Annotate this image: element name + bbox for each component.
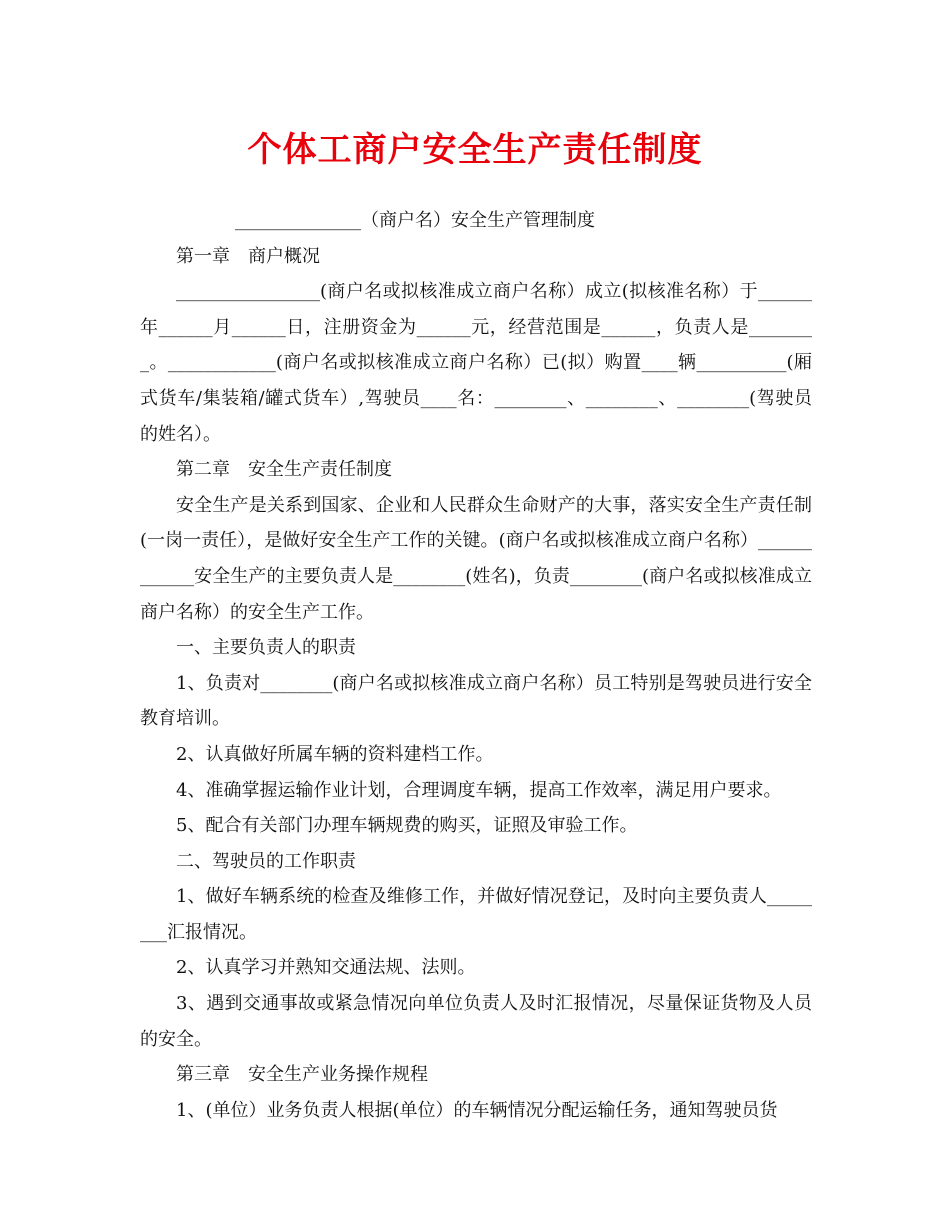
chapter-heading-3: 第三章 安全生产业务操作规程 bbox=[176, 1064, 428, 1086]
document-subtitle: ______________（商户名）安全生产管理制度 bbox=[235, 210, 595, 231]
chapter-heading-2: 第二章 安全生产责任制度 bbox=[176, 459, 392, 481]
chapter-heading-1: 第一章 商户概况 bbox=[176, 245, 320, 267]
list-item: 3、遇到交通事故或紧急情况向单位负责人及时汇报情况，尽量保证货物及人员的安全。 bbox=[140, 993, 812, 1050]
paragraph-merchant-overview: ________________(商户名或拟核准成立商户名称）成立(拟核准名称）于______年______月______日，注册资金为______元，经营范围是______，负责人是________。____________(商户名或拟核准成立商户名称）已(拟）购置____辆__________(厢式货车/集装箱/罐式货车）,驾驶员____名：________、________、________(驾驶员的姓名）。 bbox=[140, 281, 812, 445]
paragraph-responsibility-intro: 安全生产是关系到国家、企业和人民群众生命财产的大事，落实安全生产责任制(一岗一责任），是做好安全生产工作的关键。(商户名或拟核准成立商户名称）____________安全生产的主要负责人是________(姓名)，负责________(商户名或拟核准成立商户名称）的安全生产工作。 bbox=[140, 494, 812, 623]
document-title: 个体工商户安全生产责任制度 bbox=[247, 130, 703, 170]
list-item: 5、配合有关部门办理车辆规费的购买，证照及审验工作。 bbox=[176, 815, 638, 837]
document-body bbox=[140, 203, 812, 1128]
section-heading-driver-duties: 二、驾驶员的工作职责 bbox=[176, 850, 356, 872]
list-item: 1、(单位）业务负责人根据(单位）的车辆情况分配运输任务，通知驾驶员货 bbox=[176, 1099, 778, 1121]
list-item: 1、做好车辆系统的检查及维修工作，并做好情况登记，及时向主要负责人________汇报情况。 bbox=[140, 886, 812, 943]
section-heading-principal-duties: 一、主要负责人的职责 bbox=[176, 637, 356, 659]
list-item: 4、准确掌握运输作业计划，合理调度车辆，提高工作效率，满足用户要求。 bbox=[176, 779, 782, 801]
list-item: 2、认真做好所属车辆的资料建档工作。 bbox=[176, 743, 494, 765]
list-item: 1、负责对________(商户名或拟核准成立商户名称）员工特别是驾驶员进行安全教育培训。 bbox=[140, 672, 812, 730]
list-item: 2、认真学习并熟知交通法规、法则。 bbox=[176, 957, 476, 979]
